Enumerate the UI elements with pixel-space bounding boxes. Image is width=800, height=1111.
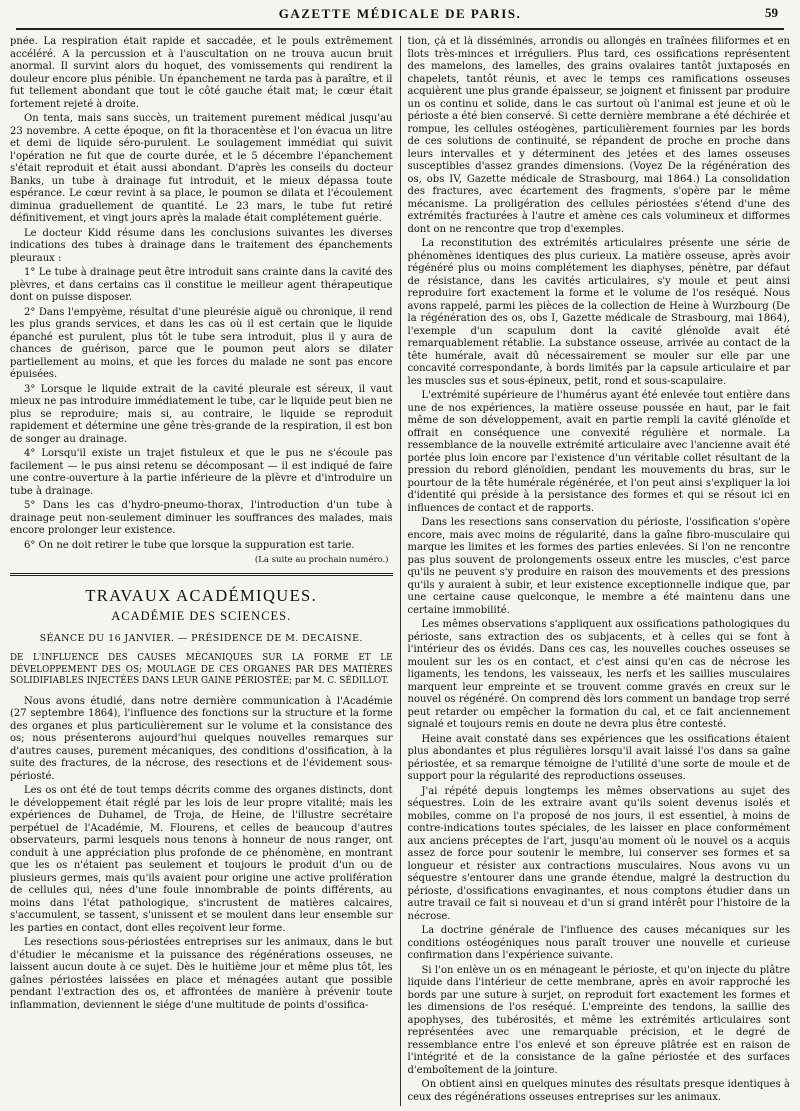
paragraph: On obtient ainsi en quelques minutes des résultats presque identiques à ceux des régénérations osseuses entreprises sur les animaux. (407, 1079, 790, 1103)
right-column (401, 36, 791, 1106)
paragraph: Dans les resections sans conservation du périoste, l'ossification s'opère encore, mais avec moins de régularité, dans la gaîne fibro-musculaire qui marque les limites et les formes des parties enlevées. Si l'on ne rencontre pas plus souvent de prolongements osseux entre les muscles, c'est parce qu'ils ne peuvent s'y produire en raison des mouvements et des pressions qu'ils y auraient à subir, et leur existence exceptionnelle indique que, par une certaine cause quelconque, le membre a été maintenu dans une certaine immobilité. (407, 517, 790, 616)
paragraph: Si l'on enlève un os en ménageant le périoste, et qu'on injecte du plâtre liquide dans l'intérieur de cette membrane, après en avoir rapproché les bords par une suture à surjet, on reproduit fort exactement les formes et les dimensions de l'os reséqué. L'empreinte des tendons, la saillie des apophyses, des tubérosités, et même les extrémités articulaires sont représentées avec une remarquable précision, et le degré de ressemblance entre l'os enlevé et son épreuve plâtrée est en raison de l'intégrité et de la consistance de la gaîne périostée et des surfaces d'emboîtement de la jointure. (407, 964, 790, 1076)
article-title: DE L'INFLUENCE DES CAUSES MÉCANIQUES SUR LA FORME ET LE DÉVELOPPEMENT DES OS; MOULAGE DE CES ORGANES PAR DES MATIÈRES SOLIDIFIABLES INJECTÉES DANS LEUR GAINE PÉRIOSTÉE; par M. C. SÉDILLOT. (10, 653, 393, 686)
paragraph: Heine avait constaté dans ses expériences que les ossifications étaient plus abondantes et plus régulières lorsqu'il avait laissé l'os dans sa gaîne périostée, et sa remarque témoigne de l'utilité d'une sorte de moule et de support pour la régularité des reproductions osseuses. (407, 733, 790, 782)
paragraph: Nous avons étudié, dans notre dernière communication à l'Académie (27 septembre 1864), l'influence des fonctions sur la structure et la forme des organes et plus particulièrement sur le volume et la consistance des os; nous présenterons aujourd'hui quelques nouvelles remarques sur d'autres causes, purement mécaniques, des conditions d'ossification, à la suite des fractures, de la nécrose, des resections et de l'évidement sous-périosté. (10, 695, 393, 782)
paragraph: pnée. La respiration était rapide et saccadée, et le pouls extrêmement accéléré. A la percussion et à l'auscultation on ne trouva aucun bruit anormal. Il survint alors du hoquet, des vomissements qui rendirent la douleur encore plus pénible. Un épanchement ne tarda pas à paraître, et il fut tellement abondant que tout le côté gauche était mat; le cœur était fortement rejeté à droite. (10, 36, 393, 110)
section-title: TRAVAUX ACADÉMIQUES. (85, 585, 318, 605)
paragraph: 1° Le tube à drainage peut être introduit sans crainte dans la cavité des plèvres, et dans certains cas il constitue le meilleur agent thérapeutique dont on puisse disposer. (10, 267, 393, 303)
paragraph: La reconstitution des extrémités articulaires présente une série de phénomènes identiques des plus curieux. La matière osseuse, après avoir régénéré plus ou moins complétement les diaphyses, pénètre, par défaut de résistance, dans les cavités articulaires, s'y moule et peut ainsi reproduire fort exactement la forme et le volume de l'os reséqué. Nous avons rappelé, parmi les pièces de la collection de Heine à Wurzbourg (De la régénération des os, obs I, Gazette médicale de Strasbourg, mai 1864), l'exemple d'un scapulum dont la cavité glénoïde avait été remarquablement rétablie. La substance osseuse, arrivée au contact de la tête humérale, avait dû nécessairement se mouler sur elle par une concavité correspondante, à bords limités par la capsule articulaire et par les muscles sus et sous-épineux, petit, rond et sous-scapulaire. (407, 238, 790, 387)
continuation-note: (La suite au prochain numéro.) (254, 555, 389, 565)
session-line: SÉANCE DU 16 JANVIER. — PRÉSIDENCE DE M. DECAISNE. (39, 632, 363, 644)
paragraph: tion, çà et là disséminés, arrondis ou allongés en traînées filiformes et en îlots très-minces et irréguliers. Plus tard, ces ossifications représentent des mamelons, des lamelles, des grains ovalaires tantôt juxtaposés en chapelets, tantôt réunis, et avec le temps ces ramifications osseuses acquièrent une plus grande épaisseur, se joignent et finissent par produire un os continu et solide, dans le cas surtout où l'animal est jeune et où le périoste a été bien conservé. Si cette dernière membrane a été déchirée et rompue, les cellules ostéogènes, particulièrement fournies par les bords de ces solutions de continuité, se répandent de proche en proche dans leurs intervalles et y déterminent des jetées et des lames osseuses susceptibles d'assez grandes dimensions. (Voyez De la régénération des os, obs IV, Gazette médicale de Strasbourg, mai 1864.) La consolidation des fractures, avec écartement des fragments, s'opère par le même mécanisme. La proligération des cellules périostées s'étend d'une des extrémités fracturées à l'autre et amène ces cals volumineux et difformes dont on ne rencontre que trop d'exemples. (407, 36, 790, 235)
paragraph: L'extrémité supérieure de l'humérus ayant été enlevée tout entière dans une de nos expériences, la matière osseuse poussée en haut, par le fait même de son développement, avait en partie rempli la cavité glénoïde et offrait en conséquence une convexité régulière et normale. La ressemblance de la nouvelle extrémité articulaire avec l'ancienne avait été portée plus loin encore par l'existence d'un véritable collet résultant de la pression du rebord glénoïdien, pendant les mouvements du bras, sur le pourtour de la tête humérale régénérée, et l'on peut ainsi s'expliquer la loi d'identité qui préside à la persistance des formes et qui se résout ici en influences de contact et de rapports. (407, 390, 790, 514)
paragraph: 4° Lorsqu'il existe un trajet fistuleux et que le pus ne s'écoule pas facilement — le pus ainsi retenu se décomposant — il est indiqué de faire une contre-ouverture à la partie inférieure de la plèvre et d'introduire un tube à drainage. (10, 448, 393, 497)
paragraph: La doctrine générale de l'influence des causes mécaniques sur les conditions ostéogéniques nous paraît trouver une nouvelle et curieuse confirmation dans l'expérience suivante. (407, 925, 790, 961)
paragraph: 2° Dans l'empyème, résultat d'une pleurésie aiguë ou chronique, il rend les plus grands services, et dans les cas où il est certain que le liquide épanché est purulent, plus tôt le tube sera introduit, plus il y aura de chances de guérison, parce que le poumon peut alors se dilater partiellement au moins, et que les forces du malade ne sont pas encore épuisées. (10, 306, 393, 380)
paragraph: Les os ont été de tout temps décrits comme des organes distincts, dont le développement était réglé par les lois de leur propre vitalité; mais les expériences de Duhamel, de Troja, de Heine, de l'illustre secrétaire perpétuel de l'Académie, M. Flourens, et celles de beaucoup d'autres observateurs, parmi lesquels nous tenons à honneur de nous ranger, ont conduit à une appréciation plus profonde de ce phénomène, en montrant que les os n'étaient pas seulement et toujours le produit d'un ou de plusieurs germes, mais qu'ils avaient pour origine une active prolifération de cellules qui, nées d'une foule innombrable de points différents, au moins dans l'état pathologique, s'incrustent de matières calcaires, s'accumulent, se tassent, s'unissent et se moulent dans leur ensemble sur les parties en contact, dont elles reçoivent leur forme. (10, 785, 393, 934)
paragraph: J'ai répété depuis longtemps les mêmes observations au sujet des séquestres. Loin de les extraire avant qu'ils soient devenus isolés et mobiles, comme on l'a proposé de nos jours, il est essentiel, à moins de contre-indications toutes spéciales, de les laisser en place conformément aux anciens préceptes de l'art, jusqu'au moment où le nouvel os a acquis assez de force pour soutenir le membre, lui conserver ses formes et sa longueur et résister aux contractions musculaires. Nous avons vu un séquestre s'entourer dans une grande étendue, malgré la destruction du périoste, d'ossifications envaginantes, et nous comptons étudier dans un autre travail ce fait si nouveau et d'un si grand intérêt pour l'histoire de la nécrose. (407, 785, 790, 922)
left-column (10, 36, 401, 1106)
paragraph: Les resections sous-périostées entreprises sur les animaux, dans le but d'étudier le mécanisme et la puissance des régénérations osseuses, ne laissent aucun doute à ce sujet. Dès le huitième jour et même plus tôt, les gaînes périostées laissées en place et ménagées autant que possible pendant l'extraction des os, et affrontées de manière à prévenir toute inflammation, deviennent le siége d'une multitude de points d'ossifica- (10, 937, 393, 1011)
section-divider (10, 573, 393, 576)
paragraph: Les mêmes observations s'appliquent aux ossifications pathologiques du périoste, sans extraction des os subjacents, et à celles qui se font à l'intérieur des os évidés. Dans ces cas, les nouvelles couches osseuses se moulent sur les os en contact, et c'est ainsi qu'en cas de nécrose les ligaments, les tendons, les vaisseaux, les nerfs et les saillies musculaires marquent leur empreinte et se trouvent comme gravés en creux sur le nouvel os régénéré. On comprend dès lors comment un bandage trop serré peut retarder ou empêcher la formation du cal, et ce fait anciennement signalé et toujours remis en doute ne devra plus être contesté. (407, 619, 790, 730)
paragraph: 6° On ne doit retirer le tube que lorsque la suppuration est tarie. (24, 539, 355, 551)
page-header (16, 0, 784, 30)
paragraph: 3° Lorsque le liquide extrait de la cavité pleurale est séreux, il vaut mieux ne pas introduire immédiatement le tube, car le liquide peut bien ne plus se reproduire; mais si, au contraire, le liquide se reproduit rapidement et détermine une gêne très-grande de la respiration, il est bon de songer au drainage. (10, 383, 393, 445)
paragraph: On tenta, mais sans succès, un traitement purement médical jusqu'au 23 novembre. A cette époque, on fit la thoracentèse et l'on évacua un litre et demi de liquide séro-purulent. Le soulagement immédiat qui suivit l'opération ne fut que de courte durée, et le 5 décembre l'épanchement s'était reproduit et était aussi abondant. D'après les conseils du docteur Banks, un tube à drainage fut introduit, et le mieux dépassa toute espérance. Le cœur revint à sa place, le poumon se dilata et l'écoulement diminua graduellement de quantité. Le 23 mars, le tube fut retiré définitivement, et vingt jours après la malade était complétement guérie. (10, 113, 393, 224)
page-number: 59 (765, 5, 778, 20)
academy-heading: ACADÉMIE DES SCIENCES. (111, 609, 292, 623)
journal-title: GAZETTE MÉDICALE DE PARIS. (278, 6, 522, 21)
columns (10, 36, 790, 1106)
paragraph: 5° Dans les cas d'hydro-pneumo-thorax, l'introduction d'un tube à drainage peut non-seulement diminuer les souffrances des malades, mais encore prolonger leur existence. (10, 500, 393, 536)
paragraph: Le docteur Kidd résume dans les conclusions suivantes les diverses indications des tubes à drainage dans le traitement des épanchements pleuraux : (10, 227, 393, 264)
